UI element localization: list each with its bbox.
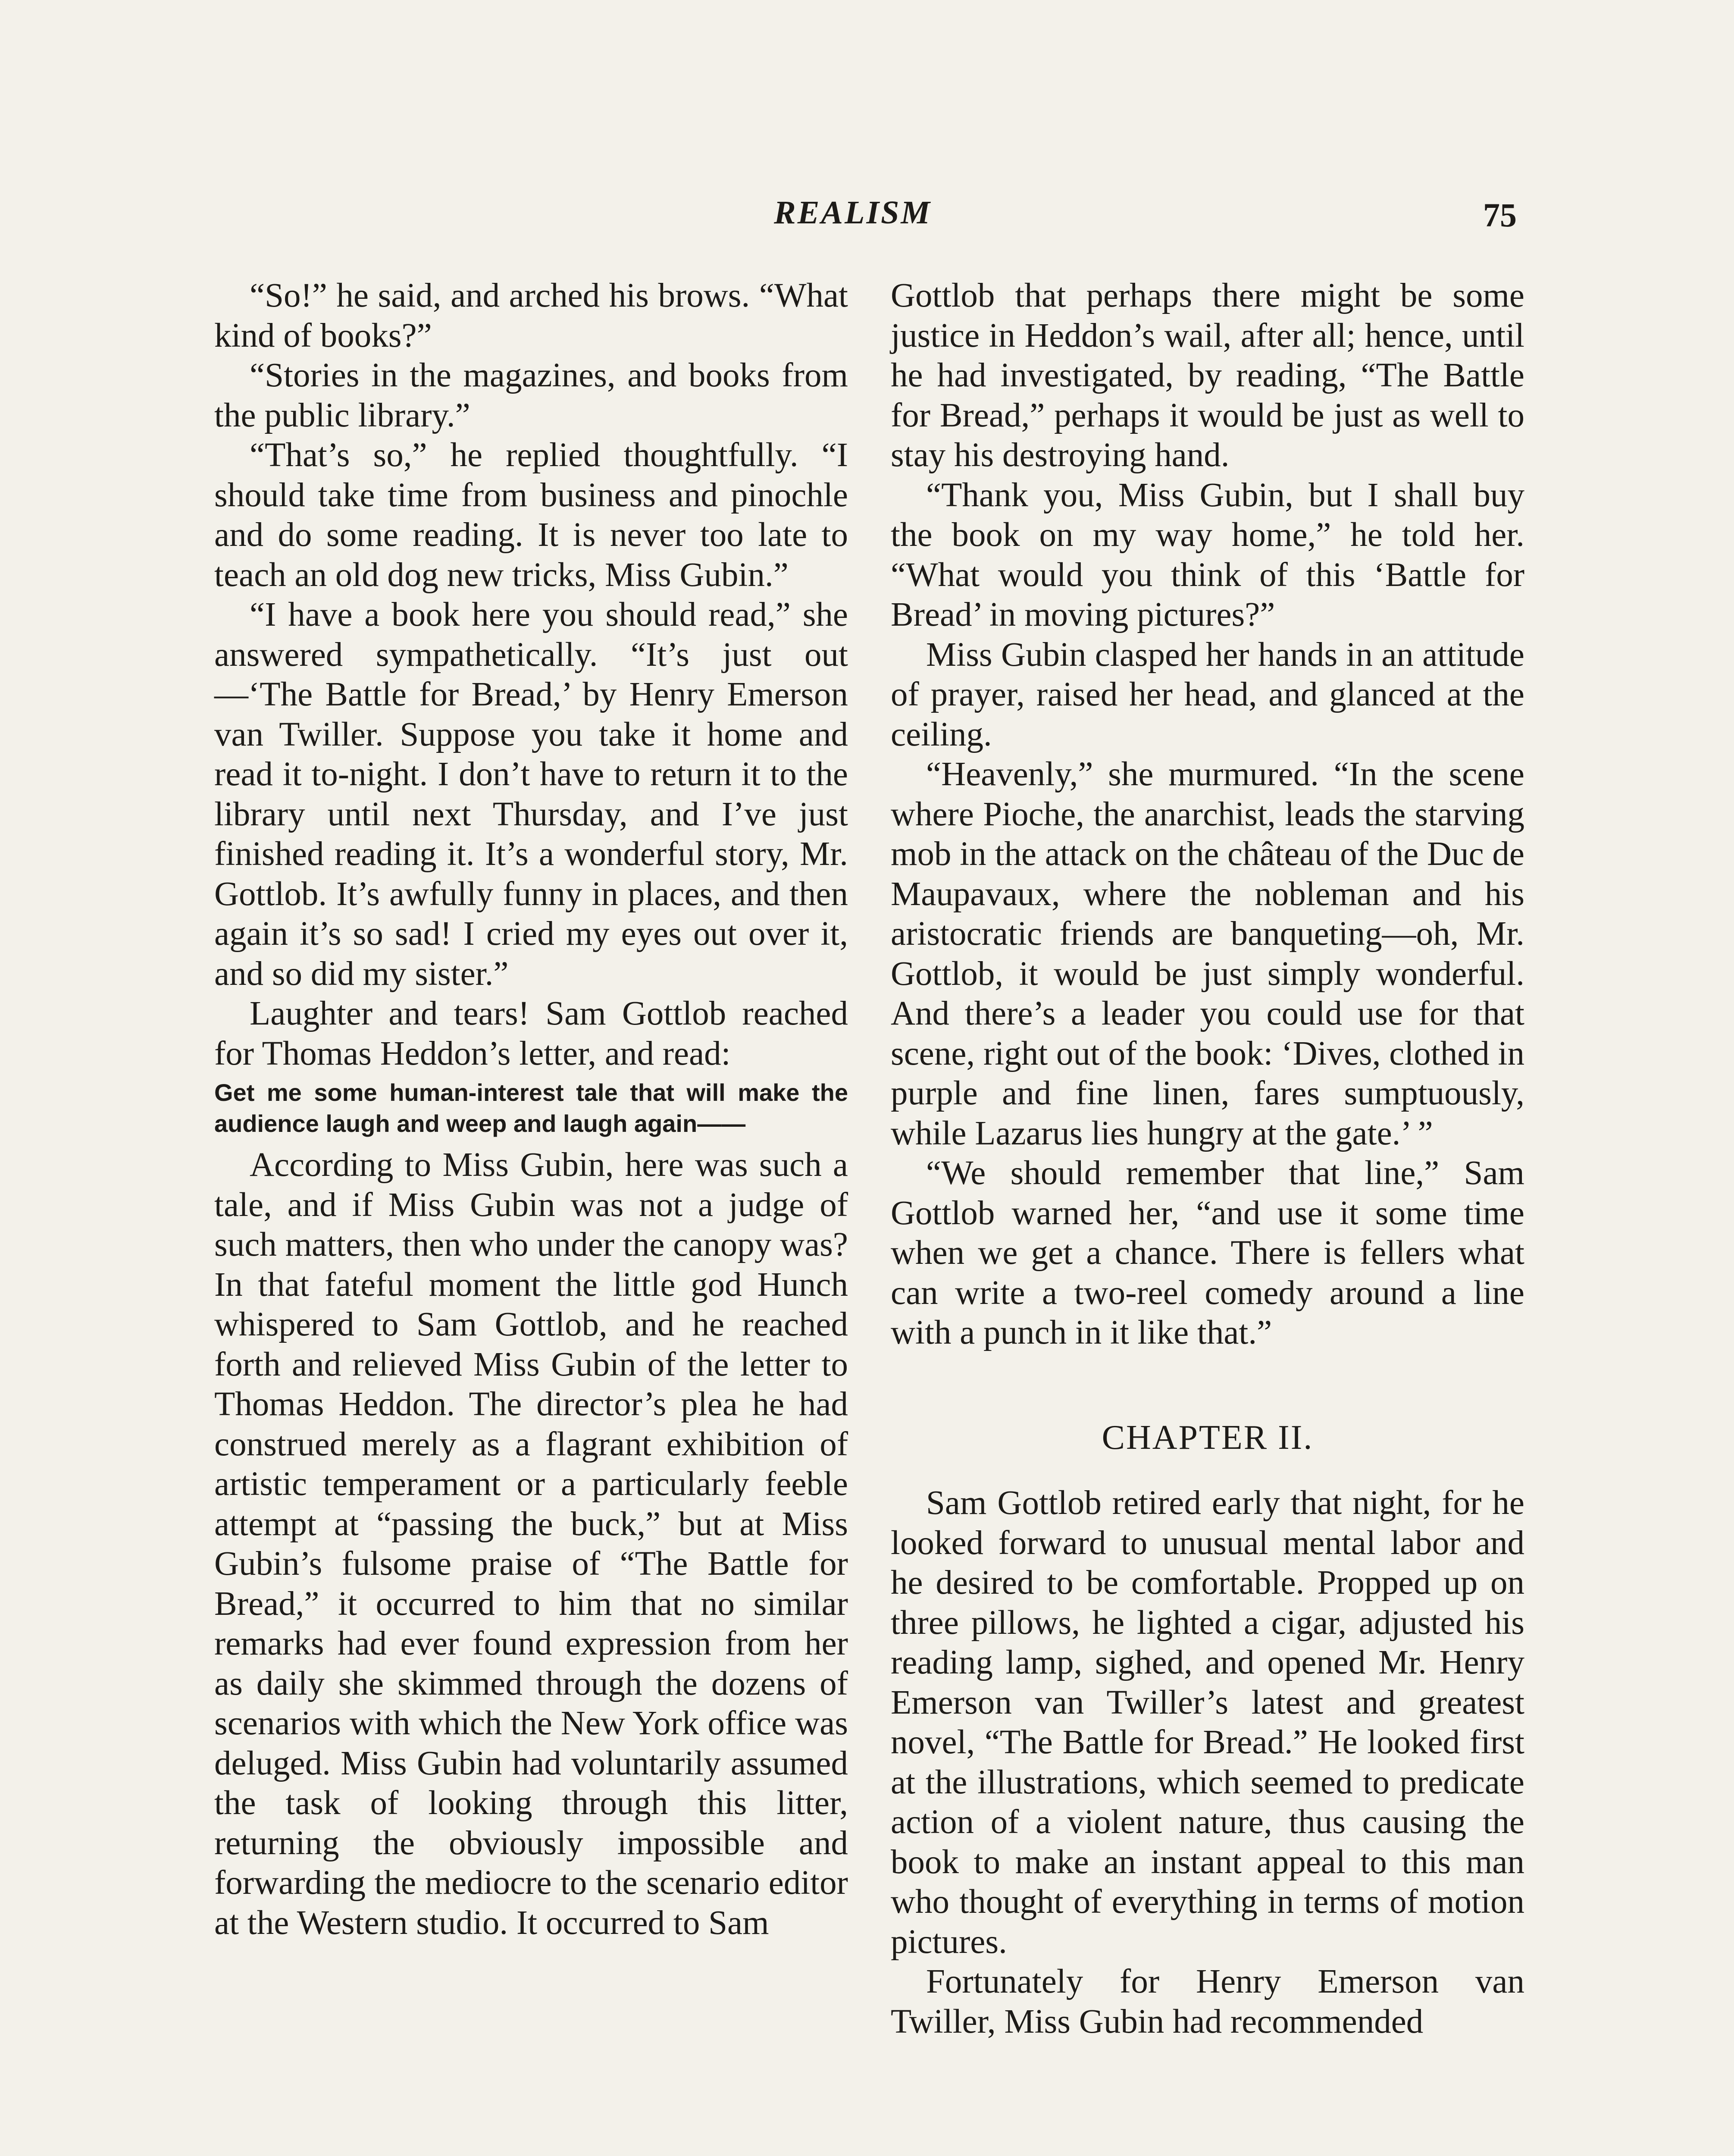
paragraph: Miss Gubin clasped her hands in an attitude of prayer, raised her head, and glanced at the ceiling. [891,636,1524,753]
right-column [891,276,1524,2156]
paragraph-continuation: Gottlob that perhaps there might be some justice in Heddon’s wail, after all; hence, until he had investigated, by reading, “The Battle for Bread,” perhaps it would be just as well to stay his destroying hand. [891,277,1524,474]
chapter-heading: CHAPTER II. [1102,1418,1314,1457]
paragraph: “I have a book here you should read,” she answered sympathetically. “It’s just out—‘The Battle for Bread,’ by Henry Emerson van Twiller. Suppose you take it home and read it to-night. I don’t have to return it to the library until next Thursday, and I’ve just finished reading it. It’s a wonderful story, Mr. Gottlob. It’s awfully funny in places, and then again it’s so sad! I cried my eyes out over it, and so did my sister.” [214,596,848,993]
paragraph: “That’s so,” he replied thoughtfully. “I should take time from business and pinochle and do some reading. It is never too late to teach an old dog new tricks, Miss Gubin.” [214,436,848,594]
paragraph: “Heavenly,” she murmured. “In the scene where Pioche, the anarchist, leads the starving mob in the attack on the château of the Duc de Maupavaux, where the nobleman and his aristocratic friends are banqueting—oh, Mr. Gottlob, it would be just simply wonderful. And there’s a leader you could use for that scene, right out of the book: ‘Dives, clothed in purple and fine linen, fares sumptuously, while Lazarus lies hungry at the gate.’ ” [891,755,1524,1152]
paragraph: “Thank you, Miss Gubin, but I shall buy the book on my way home,” he told her. “What would you think of this ‘Battle for Bread’ in moving pictures?” [891,476,1524,633]
paragraph: “Stories in the magazines, and books from the public library.” [214,357,848,434]
letter-quote: Get me some human-interest tale that will make the audience laugh and weep and laugh again—— [214,1079,848,1137]
paragraph: “So!” he said, and arched his brows. “What kind of books?” [214,277,848,354]
left-column [214,276,848,2156]
running-head [0,194,1734,254]
paragraph: Laughter and tears! Sam Gottlob reached for Thomas Heddon’s letter, and read: [214,995,848,1072]
paragraph: “We should remember that line,” Sam Gottlob warned her, “and use it some time when we get a chance. There is fellers what can write a two-reel comedy around a line with a punch in it like that.” [891,1154,1524,1351]
paragraph: According to Miss Gubin, here was such a tale, and if Miss Gubin was not a judge of such matters, then who under the canopy was? In that fateful moment the little god Hunch whispered to Sam Gottlob, and he reached forth and relieved Miss Gubin of the letter to Thomas Heddon. The director’s plea he had construed merely as a flagrant exhibition of artistic temperament or a particularly feeble attempt at “passing the buck,” but at Miss Gubin’s fulsome praise of “The Battle for Bread,” it occurred to him that no similar remarks had ever found expression from her as daily she skimmed through the dozens of scenarios with which the New York office was deluged. Miss Gubin had voluntarily assumed the task of looking through this litter, returning the obviously impossible and forwarding the mediocre to the scenario editor at the Western studio. It occurred to Sam [214,1146,848,1942]
paragraph: Fortunately for Henry Emerson van Twiller, Miss Gubin had recommended [891,1963,1524,2040]
paragraph: Sam Gottlob retired early that night, for he looked forward to unusual mental labor and he desired to be comfortable. Propped up on three pillows, he lighted a cigar, adjusted his reading lamp, sighed, and opened Mr. Henry Emerson van Twiller’s latest and greatest novel, “The Battle for Bread.” He looked first at the illustrations, which seemed to predicate action of a violent nature, thus causing the book to make an instant appeal to this man who thought of everything in terms of motion pictures. [891,1484,1524,1961]
running-title: REALISM [774,194,932,231]
page-number: 75 [1483,196,1517,234]
